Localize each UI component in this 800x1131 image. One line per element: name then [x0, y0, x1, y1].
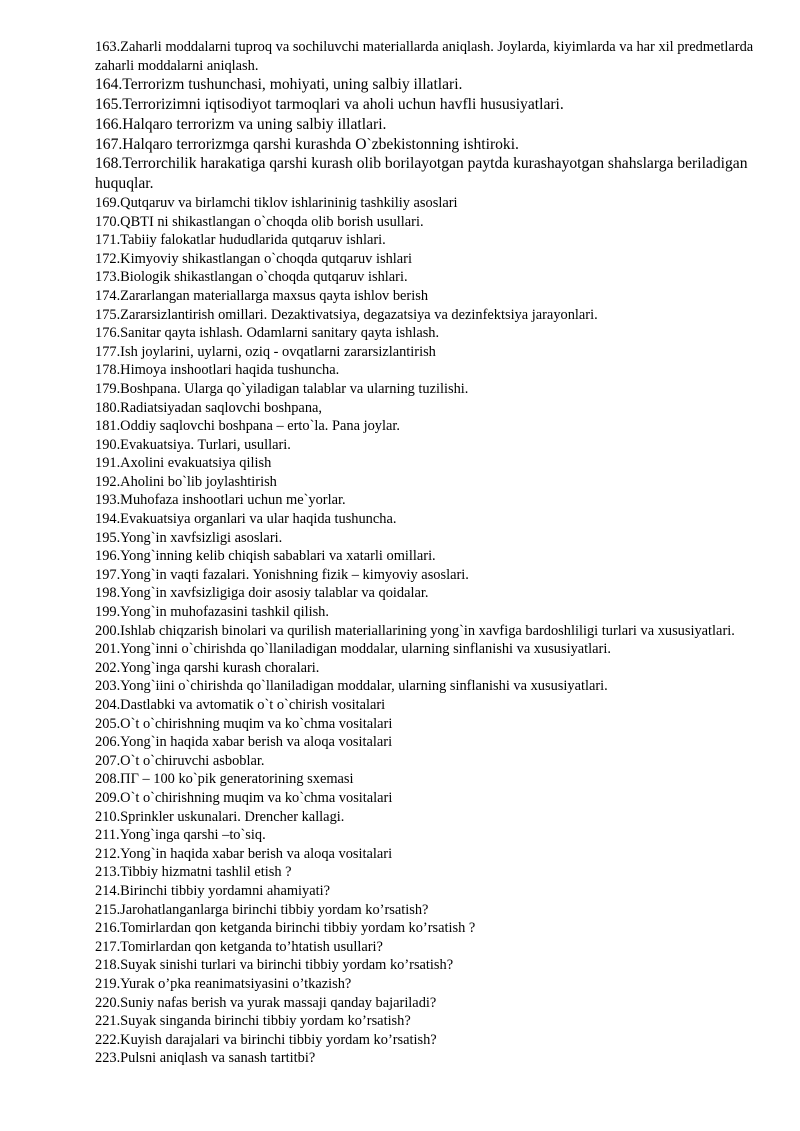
list-item: 219.Yurak o’pka reanimatsiyasini o’tkazish?	[95, 975, 352, 992]
list-item: 212.Yong`in haqida xabar berish va aloqa vositalari	[95, 845, 393, 862]
list-item: 166.Halqaro terrorizm va uning salbiy illatlari.	[95, 115, 387, 133]
list-item: 179.Boshpana. Ularga qo`yiladigan talablar va ularning tuzilishi.	[95, 380, 469, 397]
list-item: 211.Yong`inga qarshi –to`siq.	[95, 827, 266, 844]
list-item: 196.Yong`inning kelib chiqish sabablari va xatarli omillari.	[95, 548, 436, 565]
list-item: 194.Evakuatsiya organlari va ular haqida tushuncha.	[95, 511, 397, 528]
list-item: 205.O`t o`chirishning muqim va ko`chma vositalari	[95, 715, 393, 732]
list-item: 217.Tomirlardan qon ketganda to’htatish usullari?	[95, 938, 383, 955]
list-item: 167.Halqaro terrorizmga qarshi kurashda O`zbekistonning ishtiroki.	[95, 135, 519, 153]
list-item: 216.Tomirlardan qon ketganda birinchi tibbiy yordam ko’rsatish ?	[95, 920, 476, 937]
list-item: 204.Dastlabki va avtomatik o`t o`chirish vositalari	[95, 697, 386, 713]
list-item: 190.Evakuatsiya. Turlari, usullari.	[95, 436, 291, 453]
list-item: 177.Ish joylarini, uylarni, oziq - ovqatlarni zararsizlantirish	[95, 343, 436, 360]
list-item: 175.Zararsizlantirish omillari. Dezaktivatsiya, degazatsiya va dezinfektsiya jarayonlari.	[95, 306, 598, 323]
list-item: 208.ПГ – 100 ko`pik generatorining sxemasi	[95, 771, 354, 788]
list-item: 221.Suyak singanda birinchi tibbiy yordam ko’rsatish?	[95, 1013, 411, 1030]
list-item: 220.Suniy nafas berish va yurak massaji qanday bajariladi?	[95, 994, 437, 1011]
list-item: 195.Yong`in xavfsizligi asoslari.	[95, 529, 283, 546]
list-item: 213.Tibbiy hizmatni tashlil etish ?	[95, 864, 292, 881]
list-item: 215.Jarohatlanganlarga birinchi tibbiy yordam ko’rsatish?	[95, 901, 429, 918]
list-item: 193.Muhofaza inshootlari uchun me`yorlar.	[95, 492, 346, 509]
list-item: 181.Oddiy saqlovchi boshpana – erto`la. Pana joylar.	[95, 418, 400, 435]
list-item: 214.Birinchi tibbiy yordamni ahamiyati?	[95, 882, 331, 899]
list-item: 201.Yong`inni o`chirishda qo`llaniladigan moddalar, ularning sinflanishi va xususiyatlari.	[95, 641, 611, 658]
question-list	[95, 38, 755, 1068]
list-item: 191.Axolini evakuatsiya qilish	[95, 455, 272, 472]
list-item: 222.Kuyish darajalari va birinchi tibbiy yordam ko’rsatish?	[95, 1031, 437, 1048]
document-page	[95, 38, 755, 1068]
list-item: 171.Tabiiy falokatlar hududlarida qutqaruv ishlari.	[95, 232, 386, 249]
list-item: 200.Ishlab chiqzarish binolari va qurilish materiallarining yong`in xavfiga bardoshliligi turlari va xususiyatlari.	[95, 622, 735, 639]
list-item: 176.Sanitar qayta ishlash. Odamlarni sanitary qayta ishlash.	[95, 325, 440, 342]
list-item: 170.QBTI ni shikastlangan o`choqda olib borish usullari.	[95, 213, 424, 230]
list-item: 168.Terrorchilik harakatiga qarshi kurash olib borilayotgan paytda kurashayotgan shahslarga beriladigan huquqlar.	[95, 155, 748, 193]
list-item: 207.O`t o`chiruvchi asboblar.	[95, 752, 265, 769]
list-item: 163.Zaharli moddalarni tuproq va sochiluvchi materiallarda aniqlash. Joylarda, kiyimlarda va har xil predmetlarda zaharli moddalarni aniqlash.	[95, 39, 754, 74]
list-item: 178.Himoya inshootlari haqida tushuncha.	[95, 362, 340, 379]
list-item: 164.Terrorizm tushunchasi, mohiyati, uning salbiy illatlari.	[95, 76, 463, 94]
list-item: 199.Yong`in muhofazasini tashkil qilish.	[95, 604, 329, 621]
list-item: 198.Yong`in xavfsizligiga doir asosiy talablar va qoidalar.	[95, 585, 429, 602]
list-item: 202.Yong`inga qarshi kurash choralari.	[95, 659, 320, 676]
list-item: 165.Terrorizimni iqtisodiyot tarmoqlari va aholi uchun havfli hususiyatlari.	[95, 95, 564, 113]
list-item: 173.Biologik shikastlangan o`choqda qutqaruv ishlari.	[95, 269, 408, 286]
list-item: 209.O`t o`chirishning muqim va ko`chma vositalari	[95, 789, 393, 806]
list-item: 180.Radiatsiyadan saqlovchi boshpana,	[95, 399, 323, 416]
list-item: 223.Pulsni aniqlash va sanash tartitbi?	[95, 1050, 316, 1067]
list-item: 192.Aholini bo`lib joylashtirish	[95, 473, 277, 490]
list-item: 218.Suyak sinishi turlari va birinchi tibbiy yordam ko’rsatish?	[95, 957, 454, 974]
list-item: 206.Yong`in haqida xabar berish va aloqa vositalari	[95, 734, 393, 751]
list-item: 172.Kimyoviy shikastlangan o`choqda qutqaruv ishlari	[95, 250, 412, 267]
list-item: 174.Zararlangan materiallarga maxsus qayta ishlov berish	[95, 287, 429, 304]
list-item: 197.Yong`in vaqti fazalari. Yonishning fizik – kimyoviy asoslari.	[95, 566, 469, 583]
list-item: 210.Sprinkler uskunalari. Drencher kallagi.	[95, 808, 345, 825]
list-item: 169.Qutqaruv va birlamchi tiklov ishlarininig tashkiliy asoslari	[95, 194, 458, 211]
list-item: 203.Yong`iini o`chirishda qo`llaniladigan moddalar, ularning sinflanishi va xususiyatlari.	[95, 678, 608, 695]
